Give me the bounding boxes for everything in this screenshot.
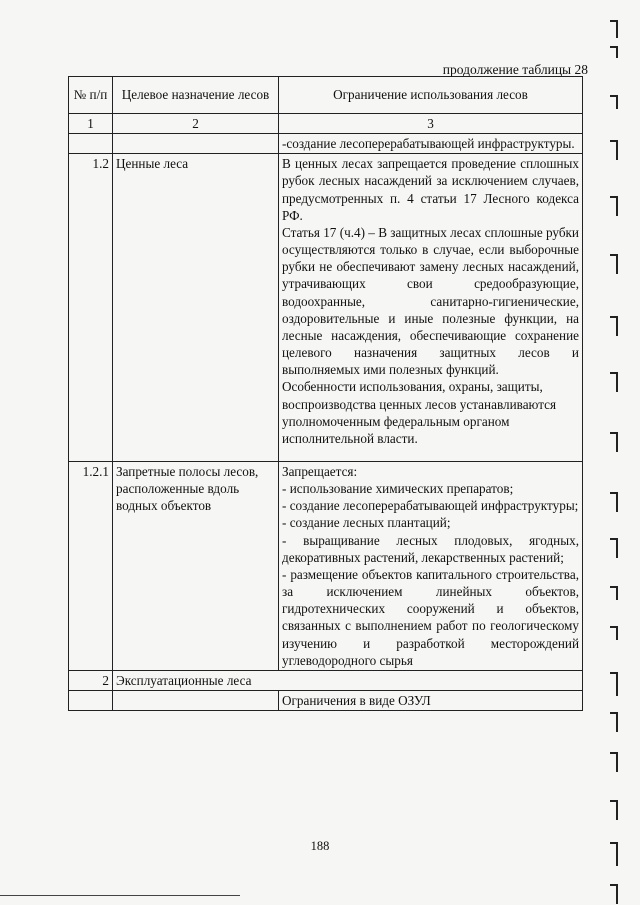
forest-purpose: Ценные леса [113, 154, 279, 462]
binding-mark [610, 316, 618, 336]
restriction-line: - использование химических препаратов; [282, 481, 514, 497]
restriction-paragraph: Статья 17 (ч.4) – В защитных лесах сплошные рубки осуществляются только в случае, если выборочные рубки не обеспечивают замену лесных насаждений, утрачивающих свои средообразующие, водоохранные, санитарно-гигиенические, оздоровительные и иные полезные функции, на лесные насаждения, обеспечивающие сохранение целевого назначения защитных лесов и выполняемых ими полезных функций. [282, 224, 579, 378]
binding-marks [610, 0, 640, 905]
empty-cell [113, 691, 279, 711]
binding-mark [610, 20, 618, 38]
binding-mark [610, 884, 618, 904]
table-row [69, 670, 583, 690]
restriction-cell: -создание лесоперерабатывающей инфраструктуры. [279, 134, 583, 154]
row-number: 1.2.1 [69, 461, 113, 670]
restriction-line: - размещение объектов капитального строительства, за исключением линейных объектов, гидротехнических сооружений и объектов, связанных с выполнением работ по геологическому изучению и разработкой месторождений углеводородного сырья [282, 566, 579, 668]
column-number: 3 [279, 114, 583, 134]
restriction-line: - выращивание лесных плодовых, ягодных, декоративных растений, лекарственных растений; [282, 532, 579, 565]
empty-cell [69, 134, 113, 154]
binding-mark [610, 800, 618, 820]
restriction-line: - создание лесоперерабатывающей инфраструктуры; [282, 498, 579, 514]
forest-purpose: Запретные полосы лесов, расположенные вдоль водных объектов [113, 461, 279, 670]
empty-cell [113, 134, 279, 154]
table-header-row [69, 77, 583, 114]
table-row [69, 154, 583, 462]
row-number: 2 [69, 670, 113, 690]
header-number: № п/п [69, 77, 113, 114]
bottom-edge-line [0, 895, 240, 896]
binding-mark [610, 254, 618, 274]
restriction-cell [279, 154, 583, 462]
binding-mark [610, 196, 618, 216]
binding-mark [610, 672, 618, 696]
forest-category: Эксплуатационные леса [113, 670, 583, 690]
column-number-row [69, 114, 583, 134]
header-purpose: Целевое назначение лесов [113, 77, 279, 114]
table-row [69, 134, 583, 154]
restriction-line: - создание лесных плантаций; [282, 515, 451, 531]
row-number: 1.2 [69, 154, 113, 462]
page-number: 188 [310, 839, 330, 853]
binding-mark [610, 538, 618, 558]
restriction-cell [279, 461, 583, 670]
restrictions-table [68, 76, 583, 711]
table-row [69, 691, 583, 711]
binding-mark [610, 140, 618, 160]
restriction-paragraph: В ценных лесах запрещается проведение сплошных рубок лесных насаждений за исключением случаев, предусмотренных п. 4 статьи 17 Лесного кодекса РФ. [282, 156, 579, 223]
binding-mark [610, 95, 618, 109]
column-number: 1 [69, 114, 113, 134]
binding-mark [610, 432, 618, 452]
table-continuation-caption: продолжение таблицы 28 [442, 62, 588, 77]
binding-mark [610, 712, 618, 732]
restriction-paragraph: Особенности использования, охраны, защиты, воспроизводства ценных лесов устанавливаются уполномоченным федеральным органом исполнительной власти. [282, 379, 557, 446]
column-number: 2 [113, 114, 279, 134]
binding-mark [610, 46, 618, 58]
restriction-cell: Ограничения в виде ОЗУЛ [279, 691, 583, 711]
header-restriction: Ограничение использования лесов [279, 77, 583, 114]
table-row [69, 461, 583, 670]
binding-mark [610, 626, 618, 640]
binding-mark [610, 372, 618, 392]
binding-mark [610, 842, 618, 866]
restriction-line: Запрещается: [282, 463, 358, 479]
empty-cell [69, 691, 113, 711]
binding-mark [610, 586, 618, 600]
binding-mark [610, 752, 618, 772]
binding-mark [610, 492, 618, 512]
